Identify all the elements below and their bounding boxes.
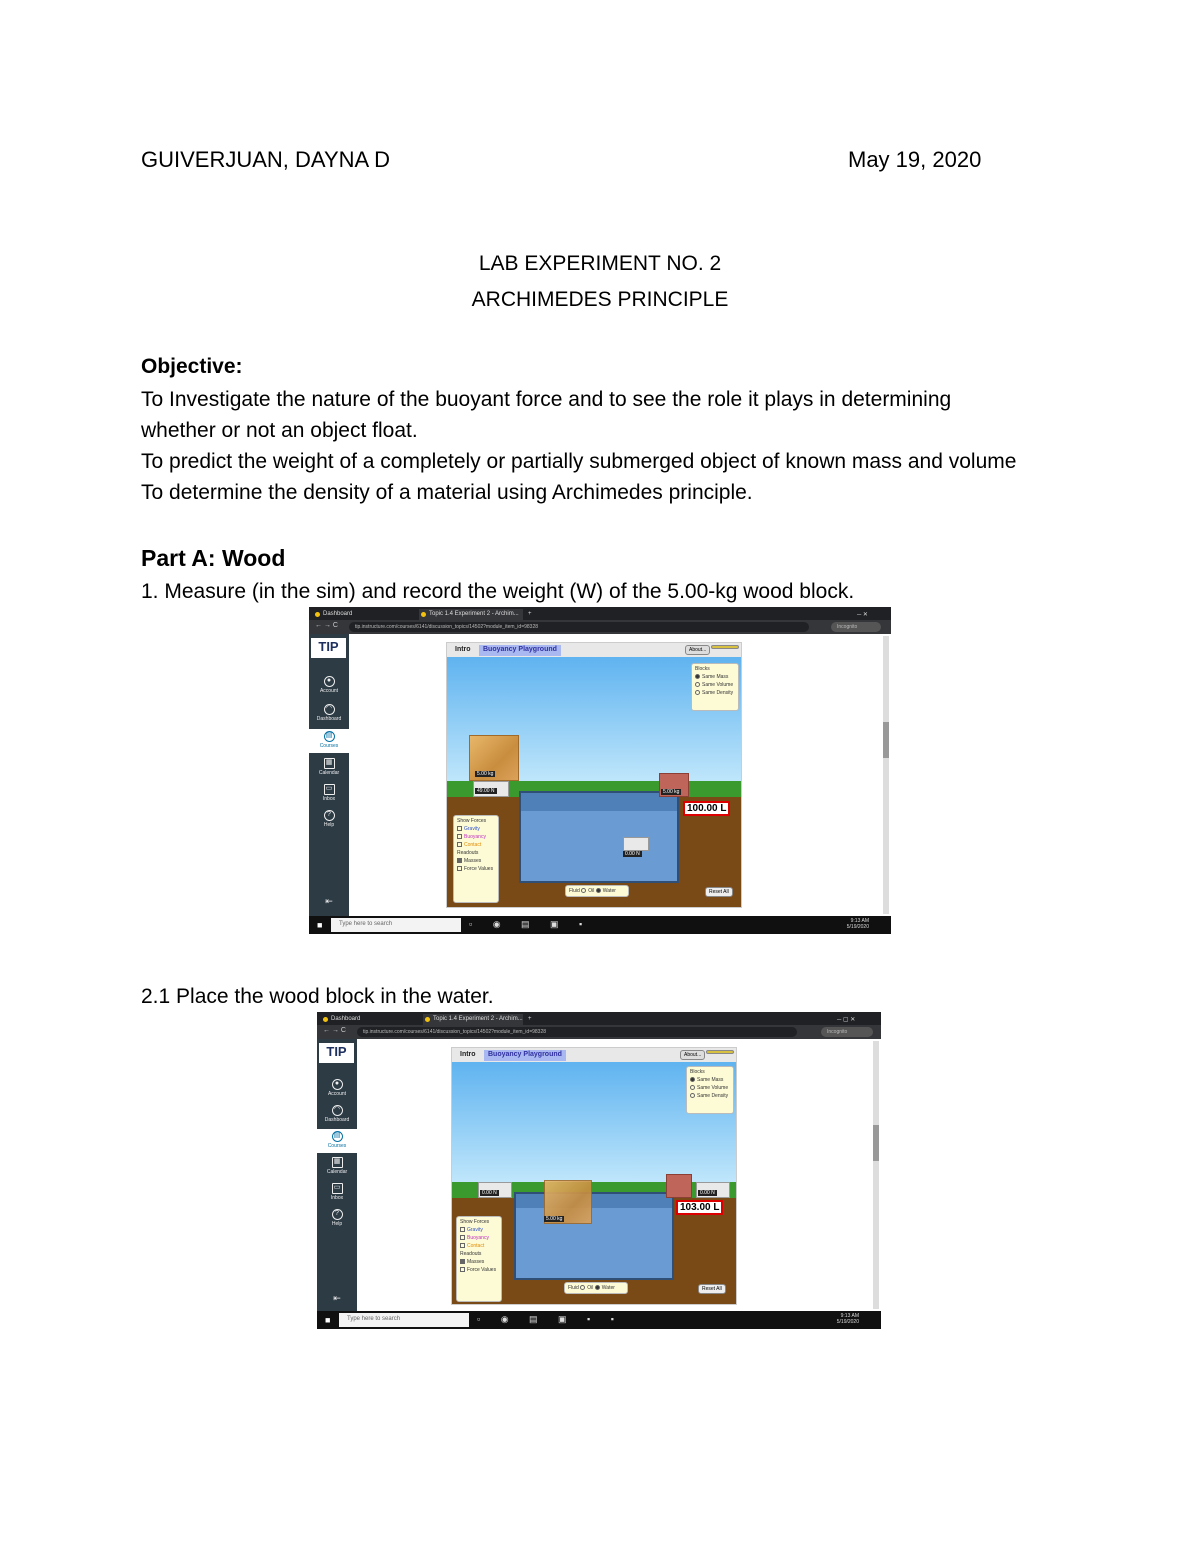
checkbox-contact[interactable]: Contact — [460, 1243, 498, 1249]
nav-dashboard[interactable] — [317, 1105, 357, 1123]
underwater-scale-readout: 0.00 N — [625, 851, 640, 857]
phet-logo[interactable] — [711, 645, 739, 649]
calendar-icon: ▦ — [324, 758, 335, 769]
collapse-nav-icon[interactable]: ⇤ — [333, 1293, 341, 1303]
incognito-badge[interactable]: Incognito — [821, 1027, 873, 1037]
account-icon: ● — [324, 676, 335, 687]
lms-sidebar — [317, 1039, 357, 1311]
window-controls[interactable]: ─ ✕ — [857, 612, 868, 618]
taskbar-search[interactable]: Type here to search — [331, 918, 461, 932]
sim-tab-bar — [452, 1048, 736, 1062]
address-bar — [309, 620, 891, 634]
courses-icon: ▤ — [324, 731, 335, 742]
collapse-nav-icon[interactable]: ⇤ — [325, 896, 333, 906]
tab-intro[interactable]: Intro — [455, 646, 471, 653]
checkbox-masses[interactable]: Masses — [460, 1259, 498, 1265]
nav-inbox[interactable] — [317, 1183, 357, 1201]
blocks-panel — [691, 663, 739, 711]
radio-same-density[interactable]: Same Density — [690, 1093, 730, 1099]
forces-title: Show Forces — [457, 818, 487, 824]
page-content — [309, 634, 891, 916]
fluid-panel: Fluid Oil Water — [565, 885, 629, 897]
tab-label: Topic 1.4 Experiment 2 - Archim... — [433, 1016, 523, 1022]
browser-tab-bar — [317, 1012, 881, 1025]
mass-label: 5.00 kg — [477, 771, 494, 777]
tab-label: Topic 1.4 Experiment 2 - Archim... — [429, 611, 519, 617]
time: 9:13 AM — [850, 918, 869, 924]
page-content — [317, 1039, 881, 1311]
nav-courses[interactable] — [317, 1129, 357, 1153]
forces-panel — [456, 1216, 502, 1302]
tab-intro[interactable]: Intro — [460, 1051, 476, 1058]
part-a-heading: Part A: Wood — [141, 545, 286, 571]
tip-logo[interactable]: TIP — [311, 638, 346, 658]
nav-inbox[interactable] — [309, 784, 349, 802]
about-button[interactable]: About... — [685, 645, 710, 655]
courses-icon: ▤ — [332, 1131, 343, 1142]
tab-label: Dashboard — [323, 611, 353, 617]
mass-label: 5.00 kg — [546, 1216, 563, 1222]
calendar-icon: ▦ — [332, 1157, 343, 1168]
taskbar-clock[interactable] — [837, 1313, 859, 1325]
nav-label: Dashboard — [324, 1117, 350, 1123]
dashboard-icon: ◠ — [324, 704, 335, 715]
url-field[interactable]: tip.instructure.com/courses/6141/discussion_topics/14502?module_item_id=98328 — [349, 622, 809, 632]
blocks-title: Blocks — [690, 1069, 705, 1075]
forces-panel — [453, 815, 499, 903]
back-forward-reload-icon[interactable]: ← → C — [323, 1027, 346, 1034]
nav-label: Inbox — [330, 1195, 344, 1201]
new-tab-icon[interactable]: + — [528, 611, 532, 617]
nav-courses[interactable] — [309, 729, 349, 753]
radio-water[interactable] — [596, 888, 601, 893]
lab-title: LAB EXPERIMENT NO. 2 — [478, 252, 722, 275]
nav-label: Help — [323, 822, 335, 828]
radio-same-volume[interactable]: Same Volume — [695, 682, 735, 688]
checkbox-buoyancy[interactable]: Buoyancy — [457, 834, 495, 840]
checkbox-force-values[interactable]: Force Values — [457, 866, 495, 872]
objective-line: To predict the weight of a completely or partially submerged object of known mass and volume — [141, 450, 1017, 473]
browser-tab-bar — [309, 607, 891, 620]
browser-tab[interactable] — [321, 1014, 421, 1025]
objective-line: To determine the density of a material using Archimedes principle. — [141, 481, 753, 504]
step-1-text: 1. Measure (in the sim) and record the weight (W) of the 5.00-kg wood block. — [141, 580, 855, 603]
radio-same-density[interactable]: Same Density — [695, 690, 735, 696]
nav-calendar[interactable] — [309, 758, 349, 776]
scrollbar-thumb[interactable] — [883, 722, 889, 758]
nav-dashboard[interactable] — [309, 704, 349, 722]
screenshot-1 — [309, 607, 891, 934]
nav-label: Help — [331, 1221, 343, 1227]
account-icon: ● — [332, 1079, 343, 1090]
checkbox-masses[interactable]: Masses — [457, 858, 495, 864]
browser-tab-active[interactable] — [423, 1014, 523, 1025]
nav-label: Dashboard — [316, 716, 342, 722]
tab-label: Dashboard — [331, 1016, 361, 1022]
buoyancy-sim — [446, 642, 742, 908]
sim-tab-bar — [447, 643, 741, 657]
nav-label: Calendar — [318, 770, 340, 776]
phet-logo[interactable] — [706, 1050, 734, 1054]
inbox-icon: ▭ — [332, 1183, 343, 1194]
readouts-title: Readouts — [460, 1251, 482, 1257]
tab-buoyancy-playground[interactable]: Buoyancy Playground — [484, 1050, 566, 1061]
browser-tab-active[interactable] — [419, 609, 523, 620]
nav-label: Inbox — [322, 796, 336, 802]
underwater-scale — [623, 837, 649, 851]
reset-all-button[interactable]: Reset All — [705, 887, 733, 897]
tip-logo[interactable]: TIP — [319, 1043, 354, 1063]
scrollbar[interactable] — [873, 1041, 879, 1309]
readouts-title: Readouts — [457, 850, 479, 856]
lms-sidebar — [309, 634, 349, 916]
weight-readout: 49.00 N — [477, 788, 495, 794]
objective-line: whether or not an object float. — [141, 419, 418, 442]
radio-same-volume[interactable]: Same Volume — [690, 1085, 730, 1091]
incognito-badge[interactable]: Incognito — [831, 622, 881, 632]
radio-oil[interactable] — [581, 888, 586, 893]
about-button[interactable]: About... — [680, 1050, 705, 1060]
taskbar-search[interactable]: Type here to search — [339, 1313, 469, 1327]
checkbox-contact[interactable]: Contact — [457, 842, 495, 848]
volume-readout: 103.00 L — [676, 1200, 723, 1215]
blocks-panel — [686, 1066, 734, 1114]
checkbox-gravity[interactable]: Gravity — [460, 1227, 498, 1233]
radio-water[interactable] — [595, 1285, 600, 1290]
taskbar-clock[interactable] — [847, 918, 869, 930]
blocks-title: Blocks — [695, 666, 710, 672]
checkbox-force-values[interactable]: Force Values — [460, 1267, 498, 1273]
water — [521, 811, 677, 881]
url-field[interactable]: tip.instructure.com/courses/6141/discussion_topics/14502?module_item_id=98328 — [357, 1027, 797, 1037]
nav-calendar[interactable] — [317, 1157, 357, 1175]
objective-line: To Investigate the nature of the buoyant force and to see the role it plays in determining — [141, 388, 952, 411]
water-pool — [519, 791, 679, 883]
student-name: GUIVERJUAN, DAYNA D — [141, 147, 390, 172]
window-controls[interactable]: ─ ▢ ✕ — [837, 1017, 856, 1023]
windows-start-icon[interactable]: ■ — [317, 920, 323, 930]
lab-subtitle: ARCHIMEDES PRINCIPLE — [471, 288, 729, 311]
nav-label: Calendar — [326, 1169, 348, 1175]
windows-taskbar — [317, 1311, 881, 1329]
address-bar — [317, 1025, 881, 1039]
brick-block[interactable] — [666, 1174, 692, 1198]
screenshot-2 — [317, 1012, 881, 1329]
report-date: May 19, 2020 — [848, 147, 982, 172]
help-icon: ? — [324, 810, 335, 821]
time: 9:13 AM — [840, 1313, 859, 1319]
nav-label: Account — [319, 688, 339, 694]
nav-label: Account — [327, 1091, 347, 1097]
nav-account[interactable] — [317, 1079, 357, 1097]
volume-readout: 100.00 L — [683, 801, 730, 816]
fluid-panel: Fluid Oil Water — [564, 1282, 628, 1294]
nav-help[interactable] — [309, 810, 349, 828]
water — [516, 1208, 672, 1278]
objective-heading: Objective: — [141, 355, 243, 378]
water-pool — [514, 1192, 674, 1280]
browser-tab[interactable] — [313, 609, 417, 620]
buoyancy-sim — [451, 1047, 737, 1305]
nav-help[interactable] — [317, 1209, 357, 1227]
inbox-icon: ▭ — [324, 784, 335, 795]
scrollbar-thumb[interactable] — [873, 1125, 879, 1161]
checkbox-gravity[interactable]: Gravity — [457, 826, 495, 832]
forces-title: Show Forces — [460, 1219, 490, 1225]
nav-label: Courses — [327, 1143, 347, 1149]
taskbar-app-icons[interactable]: ▫ ◉ ▤ ▣ ▪ ▪ — [477, 1314, 623, 1324]
dashboard-icon: ◠ — [332, 1105, 343, 1116]
date: 5/19/2020 — [836, 1319, 859, 1325]
left-scale-readout: 0.00 N — [482, 1190, 497, 1196]
scrollbar[interactable] — [883, 636, 889, 914]
nav-label: Courses — [319, 743, 339, 749]
back-forward-reload-icon[interactable]: ← → C — [315, 622, 338, 629]
step-2-text: 2.1 Place the wood block in the water. — [141, 985, 494, 1008]
nav-account[interactable] — [309, 676, 349, 694]
reset-all-button[interactable]: Reset All — [698, 1284, 726, 1294]
brick-mass-label: 5.00 kg — [663, 789, 680, 795]
help-icon: ? — [332, 1209, 343, 1220]
checkbox-buoyancy[interactable]: Buoyancy — [460, 1235, 498, 1241]
taskbar-app-icons[interactable]: ▫ ◉ ▤ ▣ ▪ — [469, 919, 592, 929]
right-scale-readout: 0.00 N — [700, 1190, 715, 1196]
radio-oil[interactable] — [580, 1285, 585, 1290]
windows-start-icon[interactable]: ■ — [325, 1315, 331, 1325]
radio-same-mass[interactable]: Same Mass — [695, 674, 735, 680]
radio-same-mass[interactable]: Same Mass — [690, 1077, 730, 1083]
tab-buoyancy-playground[interactable]: Buoyancy Playground — [479, 645, 561, 656]
windows-taskbar — [309, 916, 891, 934]
date: 5/19/2020 — [846, 924, 869, 930]
new-tab-icon[interactable]: + — [528, 1016, 532, 1022]
